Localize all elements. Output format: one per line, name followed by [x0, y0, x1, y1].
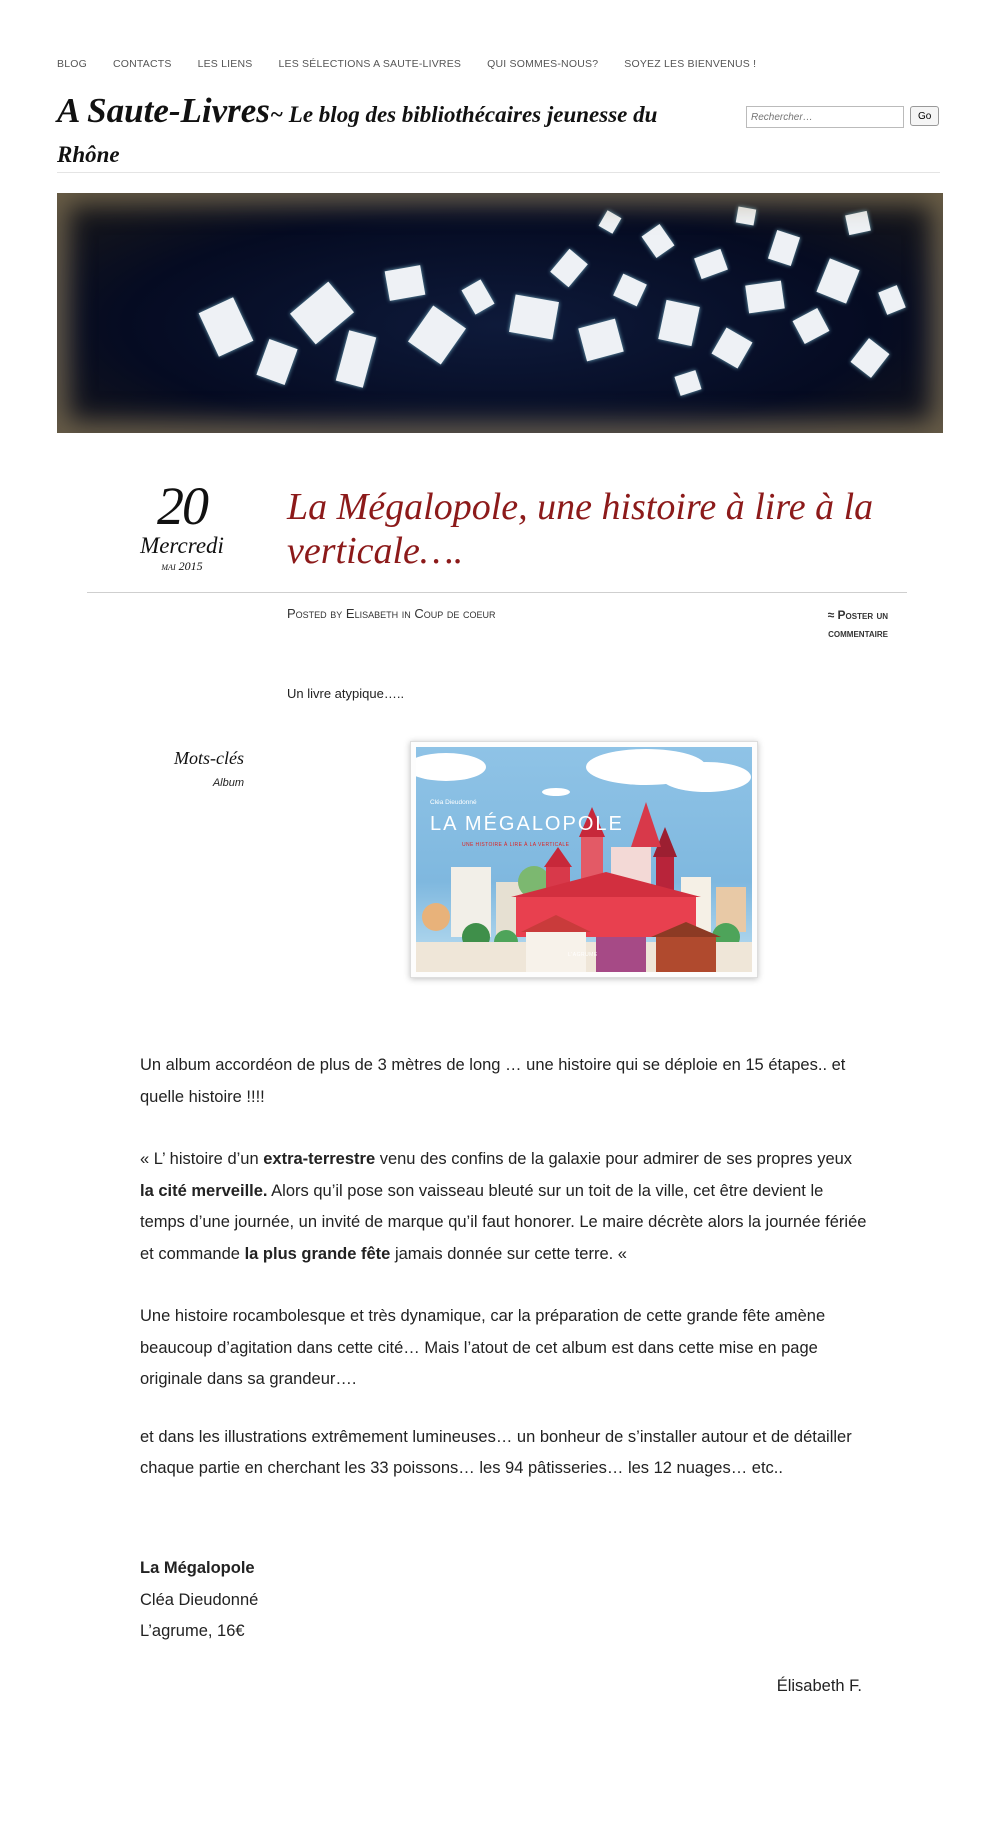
book-cover-author: Cléa Dieudonné: [430, 799, 477, 806]
tags-box: [140, 748, 244, 789]
post-comment-link[interactable]: ≈ Poster un commentaire: [827, 608, 888, 640]
post-meta: [287, 606, 495, 621]
nav-qui-sommes-nous[interactable]: QUI SOMMES-NOUS?: [487, 58, 599, 70]
header-divider: [57, 172, 940, 173]
posted-by-label: Posted by: [287, 606, 343, 621]
article-body: [140, 1050, 870, 1516]
post-date-day: 20: [157, 476, 207, 536]
nav-contacts[interactable]: CONTACTS: [112, 58, 172, 70]
book-cover-subtitle: UNE HISTOIRE À LIRE À LA VERTICALE: [462, 842, 570, 848]
search-go-button[interactable]: Go: [910, 106, 939, 126]
book-cover-publisher: L'AGRUME: [568, 952, 598, 958]
book-info-publisher-price: L’agrume, 16€: [140, 1622, 245, 1640]
body-paragraph-4: et dans les illustrations extrêmement lumineuses… un bonheur de s’installer autour et de détailler chaque partie en cherchant les 33 poissons… les 94 pâtisseries… les 12 nuages… etc..: [140, 1427, 852, 1477]
site-header: [57, 92, 717, 176]
book-cover-art: [416, 747, 752, 972]
author-link[interactable]: Elisabeth: [345, 606, 399, 621]
tag-link[interactable]: Album: [212, 777, 244, 789]
body-paragraph-1: Un album accordéon de plus de 3 mètres de long … une histoire qui se déploie en 15 étapes.. et quelle histoire !!!!: [140, 1056, 846, 1106]
nav-blog[interactable]: BLOG: [57, 58, 87, 70]
post-date-weekday: Mercredi: [140, 533, 224, 558]
category-link[interactable]: Coup de coeur: [414, 606, 496, 621]
book-cover-image[interactable]: [410, 741, 758, 978]
search-form: [746, 106, 939, 128]
post-title[interactable]: La Mégalopole, une histoire à lire à la verticale….: [287, 486, 874, 572]
site-tagline: ~ Le blog des bibliothécaires jeunesse du Rhône: [57, 102, 658, 167]
post-date-month: mai 2015: [161, 559, 203, 573]
nav-bienvenus[interactable]: SOYEZ LES BIENVENUS !: [624, 58, 757, 70]
post-signature: Élisabeth F.: [776, 1677, 862, 1695]
nav-selections[interactable]: LES SÉLECTIONS A SAUTE-LIVRES: [278, 58, 462, 70]
post-date: [132, 478, 232, 574]
book-info-title: La Mégalopole: [140, 1559, 255, 1577]
book-info-author: Cléa Dieudonné: [140, 1590, 259, 1609]
search-input[interactable]: [746, 106, 904, 128]
header-banner-image: [57, 193, 943, 433]
book-info: [140, 1553, 258, 1648]
nav-les-liens[interactable]: LES LIENS: [197, 58, 253, 70]
top-nav: [57, 58, 782, 70]
in-label: in: [401, 606, 411, 621]
book-cover-title: LA MÉGALOPOLE: [430, 813, 624, 835]
site-name[interactable]: A Saute-Livres: [57, 91, 270, 130]
post-divider: [87, 592, 907, 593]
post-intro: Un livre atypique…..: [287, 686, 405, 701]
body-paragraph-3: Une histoire rocambolesque et très dynamique, car la préparation de cette grande fête amène beaucoup d’agitation dans cette cité… Mais l’atout de cet album est dans cette mise en page originale dans sa grandeur….: [140, 1307, 826, 1388]
body-paragraph-2: « L’ histoire d’un extra-terrestre venu des confins de la galaxie pour admirer de ses propres yeux la cité merveille. Alors qu’il pose son vaisseau bleuté sur un toit de la ville, cet être devient le temps d’une journée, un invité de marque qu’il faut honorer. Le maire décrète alors la journée fériée et commande la plus grande fête jamais donnée sur cette terre. «: [140, 1150, 867, 1263]
tags-title: Mots-clés: [174, 748, 244, 768]
